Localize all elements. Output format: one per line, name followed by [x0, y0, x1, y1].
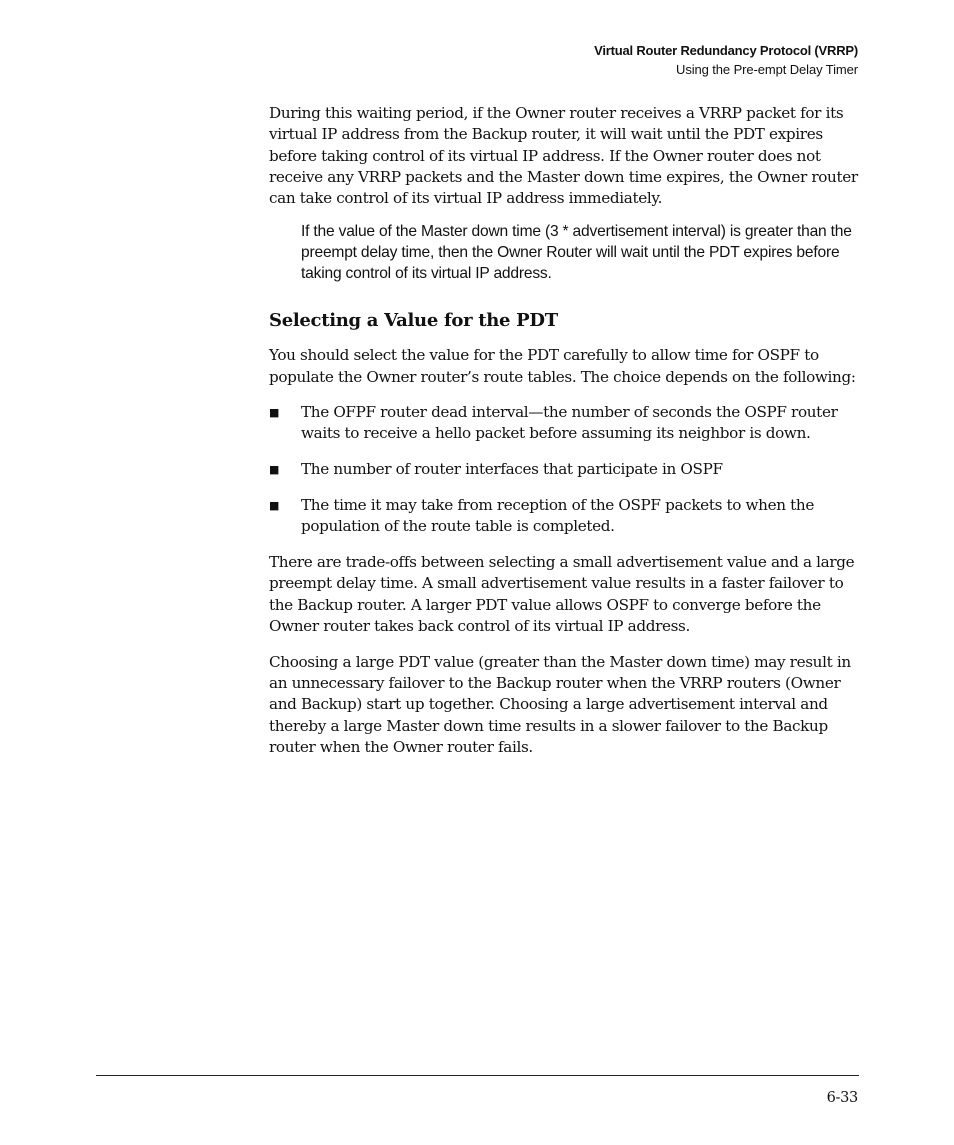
paragraph-select-value: You should select the value for the PDT carefully to allow time for OSPF to populate the Owner router’s route tables. The choice depends on the following:: [269, 346, 856, 386]
bullet-list: [269, 402, 859, 537]
bullet-square-icon: ■: [269, 498, 280, 512]
list-item-text: The OFPF router dead interval—the number of seconds the OSPF router waits to receive a hello packet before assuming its neighbor is down.: [301, 403, 838, 443]
paragraph-trade-offs: There are trade-offs between selecting a small advertisement value and a large preempt delay time. A small advertisement value results in a faster failover to the Backup router. A larger PDT value allows OSPF to converge before the Owner router takes back control of its virtual IP address.: [269, 553, 855, 635]
page-number: 6-33: [826, 1090, 858, 1106]
footer-divider: [96, 1075, 859, 1076]
list-item-text: The number of router interfaces that participate in OSPF: [301, 460, 723, 479]
chapter-title: Virtual Router Redundancy Protocol (VRRP): [594, 43, 858, 58]
list-item-text: The time it may take from reception of the OSPF packets to when the population of the route table is completed.: [301, 495, 814, 536]
paragraph-waiting-period: During this waiting period, if the Owner router receives a VRRP packet for its virtual IP address from the Backup router, it will wait until the PDT expires before taking control of its virtual IP address. If the Owner router does not receive any VRRP packets and the Master down time expires, the Owner router can take control of its virtual IP address immediately.: [269, 104, 858, 208]
bullet-square-icon: ■: [269, 463, 280, 477]
subheading-selecting-pdt: Selecting a Value for the PDT: [269, 310, 558, 332]
list-item: [269, 495, 859, 538]
running-header: [594, 41, 858, 79]
list-item: [269, 402, 859, 445]
paragraph-large-pdt: Choosing a large PDT value (greater than the Master down time) may result in an unnecessary failover to the Backup router when the VRRP routers (Owner and Backup) start up together. Choosing a large advertisement interval and thereby a large Master down time results in a slower failover to the Backup router when the Owner router fails.: [269, 652, 851, 756]
bullet-square-icon: ■: [269, 406, 280, 420]
list-item: [269, 459, 859, 480]
note-master-down-time: If the value of the Master down time (3 * advertisement interval) is greater than the preempt delay time, then the Owner Router will wait until the PDT expires before taking control of its virtual IP address.: [301, 223, 852, 283]
page-content: [269, 103, 859, 758]
section-title: Using the Pre-empt Delay Timer: [676, 62, 858, 77]
